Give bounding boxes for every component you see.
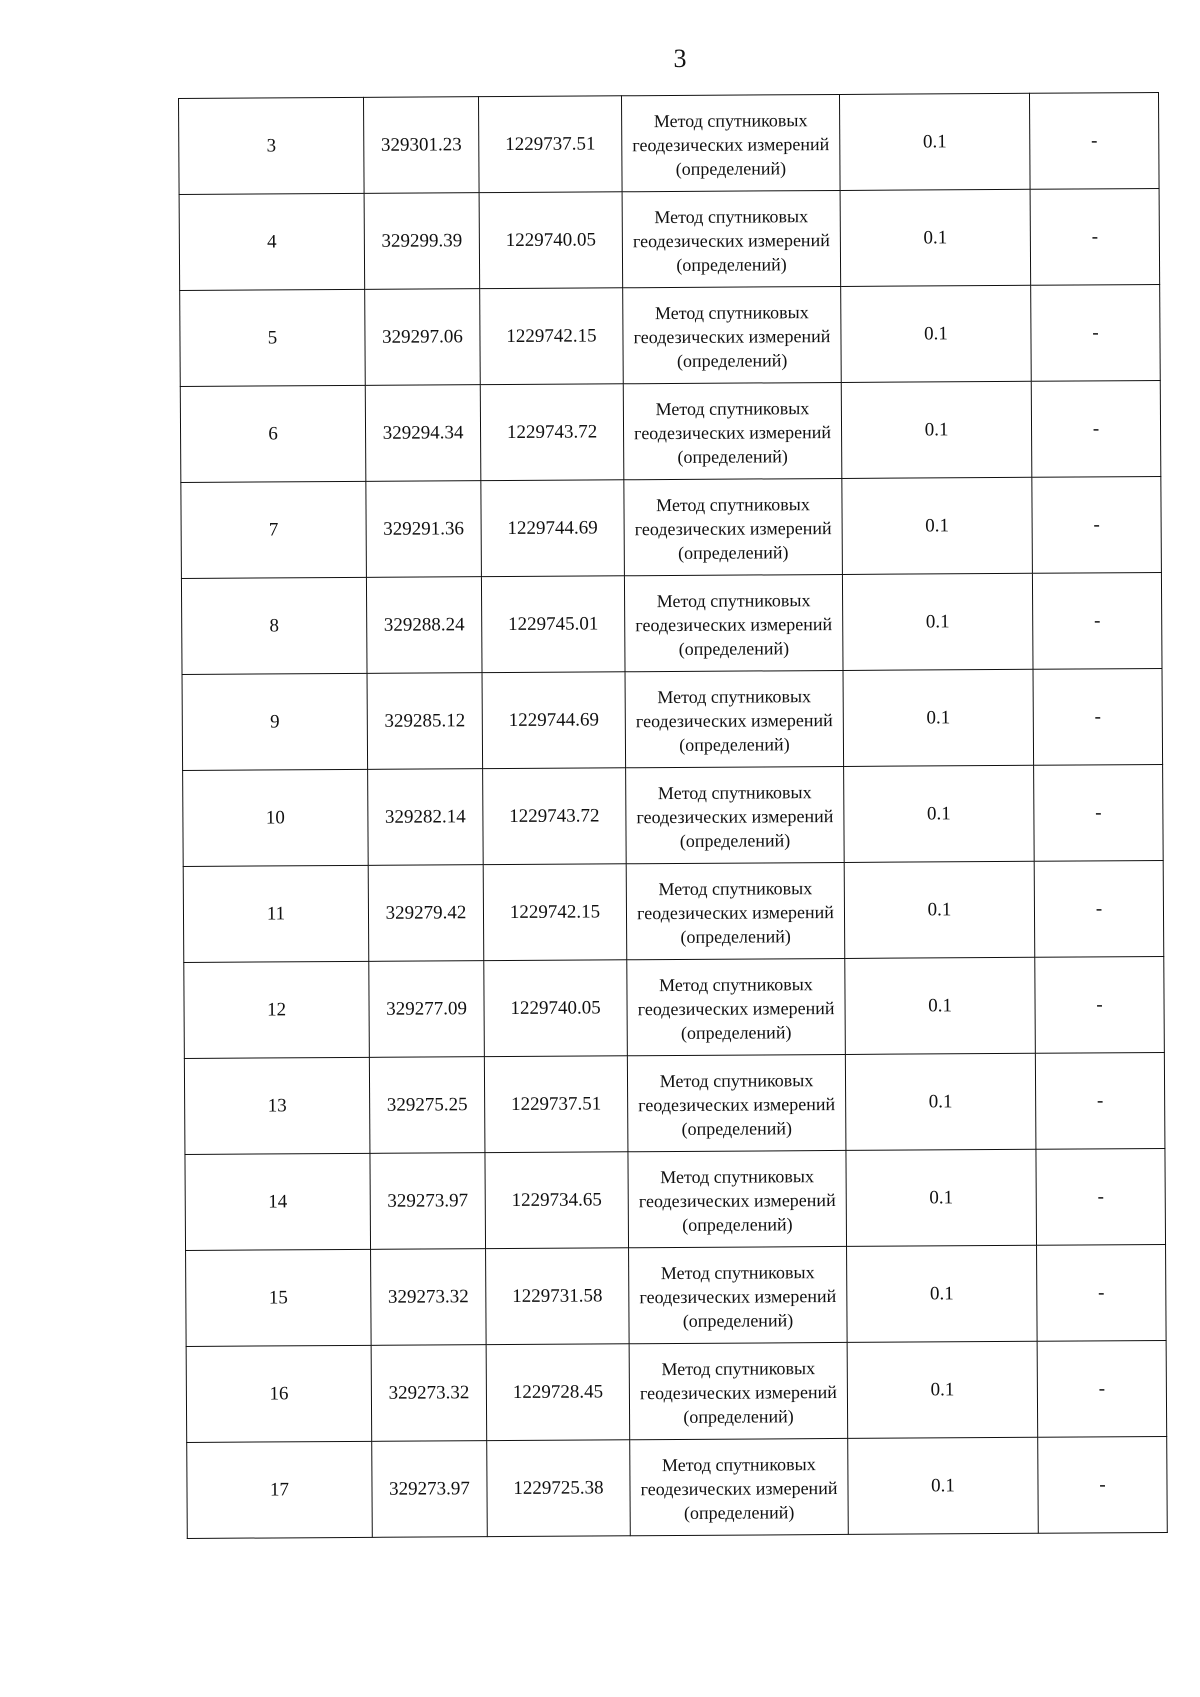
coordinate-x: 329299.39 bbox=[364, 193, 480, 290]
table-row bbox=[180, 381, 1161, 483]
coordinate-x: 329288.24 bbox=[366, 577, 482, 674]
accuracy-value: 0.1 bbox=[841, 285, 1032, 382]
point-description: - bbox=[1030, 189, 1160, 286]
point-number: 15 bbox=[186, 1249, 372, 1346]
coordinate-y: 1229742.15 bbox=[480, 288, 624, 385]
point-number: 16 bbox=[186, 1345, 372, 1442]
accuracy-value: 0.1 bbox=[842, 573, 1033, 670]
point-description: - bbox=[1032, 477, 1162, 574]
point-description: - bbox=[1033, 668, 1163, 765]
accuracy-value: 0.1 bbox=[844, 765, 1035, 862]
accuracy-value: 0.1 bbox=[842, 477, 1033, 574]
accuracy-value: 0.1 bbox=[847, 1341, 1038, 1438]
point-number: 10 bbox=[183, 769, 369, 866]
coordinate-y: 1229734.65 bbox=[485, 1152, 629, 1249]
point-number: 17 bbox=[187, 1441, 373, 1538]
coordinate-y: 1229744.69 bbox=[482, 672, 626, 769]
table-row bbox=[182, 668, 1163, 770]
determination-method: Метод спутниковых геодезических измерений (определений) bbox=[626, 766, 845, 863]
table-row bbox=[187, 1436, 1168, 1538]
point-number: 11 bbox=[183, 865, 369, 962]
coordinate-x: 329273.97 bbox=[370, 1153, 486, 1250]
point-number: 8 bbox=[181, 577, 367, 674]
determination-method: Метод спутниковых геодезических измерений (определений) bbox=[630, 1438, 849, 1535]
accuracy-value: 0.1 bbox=[839, 93, 1030, 190]
page-number: 3 bbox=[673, 44, 687, 73]
point-description: - bbox=[1035, 956, 1165, 1053]
accuracy-value: 0.1 bbox=[847, 1245, 1038, 1342]
accuracy-value: 0.1 bbox=[843, 669, 1034, 766]
point-number: 14 bbox=[185, 1153, 371, 1250]
point-description: - bbox=[1037, 1340, 1167, 1437]
determination-method: Метод спутниковых геодезических измерений (определений) bbox=[625, 670, 844, 767]
determination-method: Метод спутниковых геодезических измерений (определений) bbox=[629, 1246, 848, 1343]
point-description: - bbox=[1031, 381, 1161, 478]
determination-method: Метод спутниковых геодезических измерений (определений) bbox=[624, 478, 843, 575]
coordinates-table-container bbox=[178, 92, 1167, 1539]
table-row bbox=[179, 93, 1160, 195]
coordinate-y: 1229725.38 bbox=[487, 1440, 631, 1537]
point-description: - bbox=[1029, 93, 1159, 190]
coordinate-y: 1229745.01 bbox=[481, 576, 625, 673]
coordinate-y: 1229740.05 bbox=[484, 960, 628, 1057]
determination-method: Метод спутниковых геодезических измерений (определений) bbox=[621, 94, 840, 191]
accuracy-value: 0.1 bbox=[845, 957, 1036, 1054]
coordinate-x: 329282.14 bbox=[368, 769, 484, 866]
table-row bbox=[183, 764, 1164, 866]
determination-method: Метод спутниковых геодезических измерений (определений) bbox=[623, 382, 842, 479]
point-description: - bbox=[1031, 285, 1161, 382]
coordinate-y: 1229743.72 bbox=[480, 384, 624, 481]
point-number: 13 bbox=[184, 1057, 370, 1154]
determination-method: Метод спутниковых геодезических измерений (определений) bbox=[627, 1054, 846, 1151]
table-row bbox=[186, 1244, 1167, 1346]
coordinate-y: 1229740.05 bbox=[479, 192, 623, 289]
table-row bbox=[179, 189, 1160, 291]
determination-method: Метод спутниковых геодезических измерений (определений) bbox=[626, 862, 845, 959]
coordinate-y: 1229743.72 bbox=[483, 768, 627, 865]
determination-method: Метод спутниковых геодезических измерений (определений) bbox=[628, 1150, 847, 1247]
table-row bbox=[181, 477, 1162, 579]
point-description: - bbox=[1035, 1052, 1165, 1149]
point-description: - bbox=[1038, 1436, 1168, 1533]
coordinate-x: 329273.32 bbox=[371, 1249, 487, 1346]
coordinate-x: 329273.97 bbox=[372, 1441, 488, 1538]
point-number: 6 bbox=[180, 385, 366, 482]
coordinate-x: 329291.36 bbox=[366, 481, 482, 578]
determination-method: Метод спутниковых геодезических измерений (определений) bbox=[627, 958, 846, 1055]
point-number: 4 bbox=[179, 193, 365, 290]
point-number: 7 bbox=[181, 481, 367, 578]
coordinate-y: 1229731.58 bbox=[486, 1248, 630, 1345]
determination-method: Метод спутниковых геодезических измерений (определений) bbox=[622, 190, 841, 287]
coordinate-x: 329279.42 bbox=[368, 865, 484, 962]
coordinate-y: 1229737.51 bbox=[484, 1056, 628, 1153]
determination-method: Метод спутниковых геодезических измерений (определений) bbox=[623, 286, 842, 383]
table-row bbox=[184, 956, 1165, 1058]
coordinate-x: 329294.34 bbox=[365, 385, 481, 482]
accuracy-value: 0.1 bbox=[845, 1053, 1036, 1150]
point-description: - bbox=[1034, 764, 1164, 861]
accuracy-value: 0.1 bbox=[840, 189, 1031, 286]
coordinate-x: 329297.06 bbox=[365, 289, 481, 386]
table-row bbox=[186, 1340, 1167, 1442]
point-description: - bbox=[1037, 1244, 1167, 1341]
determination-method: Метод спутниковых геодезических измерений (определений) bbox=[629, 1342, 848, 1439]
point-description: - bbox=[1034, 860, 1164, 957]
table-row bbox=[185, 1148, 1166, 1250]
accuracy-value: 0.1 bbox=[841, 381, 1032, 478]
coordinate-x: 329277.09 bbox=[369, 961, 485, 1058]
determination-method: Метод спутниковых геодезических измерений (определений) bbox=[624, 574, 843, 671]
table-row bbox=[183, 860, 1164, 962]
accuracy-value: 0.1 bbox=[846, 1149, 1037, 1246]
coordinate-y: 1229728.45 bbox=[486, 1344, 630, 1441]
point-description: - bbox=[1036, 1148, 1166, 1245]
coordinate-y: 1229744.69 bbox=[481, 480, 625, 577]
table-row bbox=[184, 1052, 1165, 1154]
table-row bbox=[180, 285, 1161, 387]
point-number: 12 bbox=[184, 961, 370, 1058]
point-number: 3 bbox=[179, 97, 365, 194]
point-number: 5 bbox=[180, 289, 366, 386]
coordinate-y: 1229737.51 bbox=[478, 96, 622, 193]
coordinate-x: 329275.25 bbox=[369, 1057, 485, 1154]
table-row bbox=[181, 573, 1162, 675]
point-description: - bbox=[1032, 573, 1162, 670]
accuracy-value: 0.1 bbox=[848, 1437, 1039, 1534]
coordinates-table bbox=[178, 92, 1168, 1539]
coordinate-x: 329301.23 bbox=[363, 97, 479, 194]
accuracy-value: 0.1 bbox=[844, 861, 1035, 958]
coordinate-x: 329273.32 bbox=[371, 1345, 487, 1442]
coordinate-y: 1229742.15 bbox=[483, 864, 627, 961]
coordinate-x: 329285.12 bbox=[367, 673, 483, 770]
point-number: 9 bbox=[182, 673, 368, 770]
